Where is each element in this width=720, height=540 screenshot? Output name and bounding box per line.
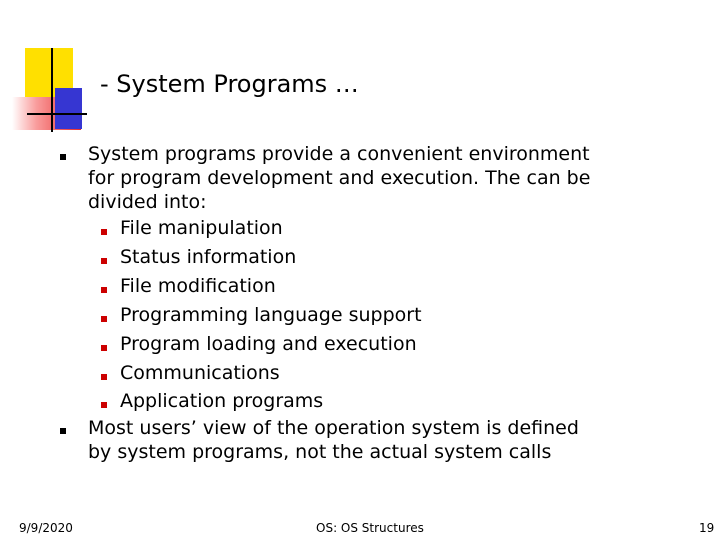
decoration-blue-square	[55, 88, 82, 129]
bullet-text: Most users’ view of the operation system is defined by system programs, not the actual system calls	[88, 417, 579, 464]
square-bullet-icon	[60, 154, 66, 160]
sub-bullet-text: Programming language support	[120, 303, 422, 326]
sub-bullet-item	[0, 359, 720, 388]
square-bullet-icon	[101, 345, 107, 351]
sub-bullet-item	[0, 272, 720, 301]
sub-bullet-text: File modification	[120, 274, 276, 297]
sub-bullet-text: Communications	[120, 361, 280, 384]
bullet-text: System programs provide a convenient environment for program development and execution. The can be divided into:	[88, 143, 591, 213]
sub-bullet-item	[0, 301, 720, 330]
sub-bullet-text: Program loading and execution	[120, 332, 417, 355]
square-bullet-icon	[60, 428, 66, 434]
square-bullet-icon	[101, 316, 107, 322]
bullet-item	[0, 416, 608, 464]
sub-bullet-item	[0, 387, 720, 416]
square-bullet-icon	[101, 229, 107, 235]
sub-bullet-text: File manipulation	[120, 217, 283, 239]
footer-date: 9/9/2020	[19, 521, 73, 535]
page-number: 19	[699, 521, 715, 535]
square-bullet-icon	[101, 287, 107, 293]
decoration-horizontal-line	[27, 113, 87, 115]
footer-title: OS: OS Structures	[316, 521, 424, 535]
sub-bullet-text: Application programs	[120, 390, 324, 413]
slide-title: - System Programs …	[100, 70, 359, 98]
square-bullet-icon	[101, 258, 107, 264]
square-bullet-icon	[101, 374, 107, 380]
slide-content	[0, 142, 720, 464]
sub-bullet-item	[0, 214, 720, 243]
sub-bullet-text: Status information	[120, 245, 297, 268]
bullet-item	[0, 142, 608, 214]
decoration-vertical-line	[51, 48, 53, 132]
sub-bullet-item	[0, 330, 720, 359]
sub-bullet-item	[0, 243, 720, 272]
square-bullet-icon	[101, 402, 107, 408]
